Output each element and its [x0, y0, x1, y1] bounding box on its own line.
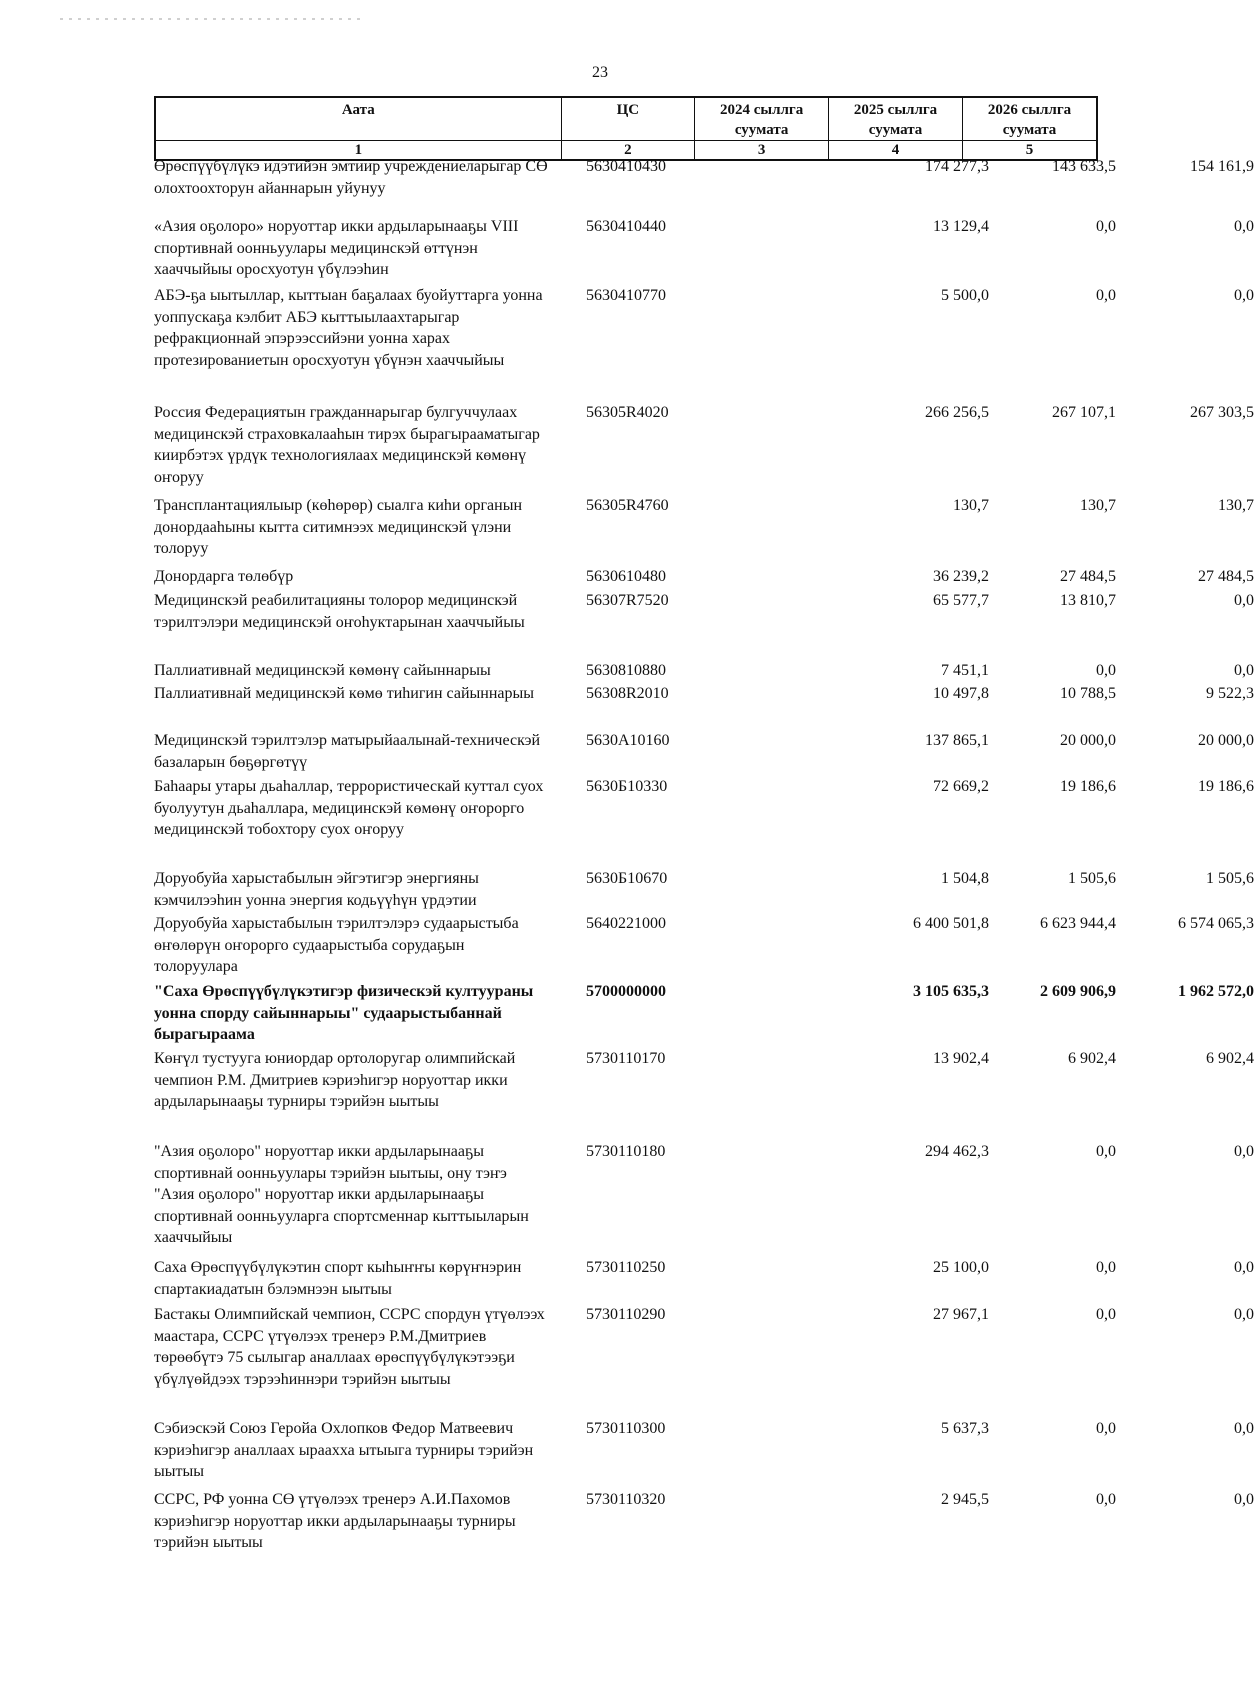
row-name: Трансплантациялыыр (көһөрөр) сыалга киһи органын донордааһыны кытта ситимнээх медицинскэй үлэни толоруу	[154, 497, 523, 557]
row-name: Бастакы Олимпийскай чемпион, ССРС спордун үтүөлээх маастара, ССРС үтүөлээх тренерэ Р.М.Дмитриев төрөөбүтэ 75 сылыгар аналлаах өрөспүүбүлүкэтээҕи үбүлүөйдээх тэрээһиннэри тэрийэн ыытыы	[154, 1306, 545, 1388]
row-2025: 143 633,5	[1052, 158, 1116, 175]
row-2025: 6 623 944,4	[1040, 915, 1116, 932]
row-2026: 0,0	[1234, 1420, 1254, 1437]
table-row	[154, 730, 1254, 776]
row-cs: 5730110300	[586, 1420, 666, 1437]
row-2024: 5 637,3	[941, 1420, 989, 1437]
header-cs: ЦС	[561, 97, 695, 141]
table-row	[154, 285, 1254, 402]
table-row	[154, 1141, 1254, 1257]
header-num-5: 5	[963, 141, 1097, 161]
row-cs: 5630410770	[586, 287, 666, 304]
row-cs: 5730110180	[586, 1143, 666, 1160]
row-cs: 5630410430	[586, 158, 666, 175]
row-2026: 9 522,3	[1206, 685, 1254, 702]
row-2025: 0,0	[1096, 287, 1116, 304]
row-cs: 5630410440	[586, 218, 666, 235]
row-2024: 25 100,0	[933, 1259, 989, 1276]
table-row	[154, 913, 1254, 981]
row-2024: 3 105 635,3	[913, 983, 989, 1000]
scan-artifact	[60, 18, 360, 20]
row-2025: 20 000,0	[1060, 732, 1116, 749]
row-name: Медицинскэй тэрилтэлэр матырыйаалынай-техническэй базаларын бөҕөргөтүү	[154, 732, 541, 771]
header-num-3: 3	[695, 141, 829, 161]
table-row	[154, 683, 1254, 730]
row-2026: 130,7	[1218, 497, 1254, 514]
row-2024: 174 277,3	[925, 158, 989, 175]
row-2024: 1 504,8	[941, 870, 989, 887]
table-row	[154, 1257, 1254, 1304]
row-2026: 0,0	[1234, 1143, 1254, 1160]
row-name: «Азия оҕолоро» норуоттар икки ардыларынааҕы VIII спортивнай оонньуулары медицинскэй өттүнэн хааччыйыы оросхуотун үбүлээһин	[154, 218, 519, 278]
header-name: Аата	[155, 97, 561, 141]
row-2026: 6 902,4	[1206, 1050, 1254, 1067]
table-row	[154, 216, 1254, 285]
row-cs: 56305R4020	[586, 404, 669, 421]
row-name: Россия Федерациятын гражданнарыгар булгуччулаах медицинскэй страховкалааһын тирэх бырагырааматыгар киирбэтэх үрдүк технологиялаах медицинскэй көмөнү оҥоруу	[154, 404, 540, 486]
row-name: Паллиативнай медицинскэй көмөнү сайыннарыы	[154, 662, 491, 679]
row-2024: 13 129,4	[933, 218, 989, 235]
row-2026: 0,0	[1234, 218, 1254, 235]
row-2026: 6 574 065,3	[1178, 915, 1254, 932]
row-cs: 5730110320	[586, 1491, 666, 1508]
row-2026: 1 505,6	[1206, 870, 1254, 887]
row-2026: 19 186,6	[1198, 778, 1254, 795]
row-name: Баһаары утары дьаһаллар, террористическай куттал суох буолуутун дьаһаллара, медицинскэй көмөнү оҥорорго медицинскэй тобохтору суох оҥоруу	[154, 778, 544, 838]
row-2025: 0,0	[1096, 1420, 1116, 1437]
row-name: Паллиативнай медицинскэй көмө тиһигин сайыннарыы	[154, 685, 534, 702]
row-name: Доруобуйа харыстабылын эйгэтигэр энергияны кэмчилээһин уонна энергия кодьүүһүн үрдэтии	[154, 870, 479, 909]
row-cs: 5630810880	[586, 662, 666, 679]
row-2026: 27 484,5	[1198, 568, 1254, 585]
row-name: Доруобуйа харыстабылын тэрилтэлэрэ судаарыстыба өҥөлөрүн оҥорорго судаарыстыба сорудаҕын толоруулара	[154, 915, 519, 975]
table-row	[154, 868, 1254, 913]
table-row	[154, 590, 1254, 660]
row-2026: 1 962 572,0	[1178, 983, 1254, 1000]
row-2025: 13 810,7	[1060, 592, 1116, 609]
table-body	[154, 156, 1254, 1559]
row-2024: 2 945,5	[941, 1491, 989, 1508]
table-row	[154, 1418, 1254, 1489]
row-2025: 19 186,6	[1060, 778, 1116, 795]
header-num-1: 1	[155, 141, 561, 161]
row-2024: 65 577,7	[933, 592, 989, 609]
row-2025: 6 902,4	[1068, 1050, 1116, 1067]
row-2025: 10 788,5	[1060, 685, 1116, 702]
row-cs: 5630Б10670	[586, 870, 668, 887]
row-cs: 5640221000	[586, 915, 666, 932]
row-2026: 0,0	[1234, 662, 1254, 679]
header-num-2: 2	[561, 141, 695, 161]
row-2026: 0,0	[1234, 287, 1254, 304]
table-row	[154, 156, 1254, 216]
row-2024: 266 256,5	[925, 404, 989, 421]
row-2025: 2 609 906,9	[1040, 983, 1116, 1000]
row-cs: 5730110290	[586, 1306, 666, 1323]
table-row	[154, 1304, 1254, 1418]
row-2026: 0,0	[1234, 1491, 1254, 1508]
row-2026: 154 161,9	[1190, 158, 1254, 175]
row-cs: 5730110170	[586, 1050, 666, 1067]
header-num-4: 4	[829, 141, 963, 161]
row-2025: 27 484,5	[1060, 568, 1116, 585]
row-2025: 267 107,1	[1052, 404, 1116, 421]
row-2025: 0,0	[1096, 662, 1116, 679]
row-cs: 5630А10160	[586, 732, 670, 749]
table-row	[154, 1048, 1254, 1141]
row-name: ССРС, РФ уонна СӨ үтүөлээх тренерэ А.И.Пахомов кэриэһигэр норуоттар икки ардыларынааҕы турниры тэрийэн ыытыы	[154, 1491, 516, 1551]
row-name: Медицинскэй реабилитацияны толорор медицинскэй тэрилтэлэри медицинскэй оҥоһуктарынан хааччыйыы	[154, 592, 525, 631]
row-2025: 0,0	[1096, 1143, 1116, 1160]
row-2026: 0,0	[1234, 592, 1254, 609]
row-name: Көҥүл тустууга юниордар ортолоругар олимпийскай чемпион Р.М. Дмитриев кэриэһигэр норуоттар икки ардыларынааҕы турниры тэрийэн ыытыы	[154, 1050, 516, 1110]
row-2026: 20 000,0	[1198, 732, 1254, 749]
row-cs: 56307R7520	[586, 592, 669, 609]
row-cs: 56308R2010	[586, 685, 669, 702]
row-2024: 10 497,8	[933, 685, 989, 702]
row-cs: 5730110250	[586, 1259, 666, 1276]
row-name: Донордарга төлөбүр	[154, 568, 294, 585]
table-row	[154, 776, 1254, 868]
row-cs: 56305R4760	[586, 497, 669, 514]
row-2025: 0,0	[1096, 1491, 1116, 1508]
row-name: Өрөспүүбүлүкэ идэтийэн эмтиир учреждениеларыгар СӨ олохтоохторун айаннарын уйунуу	[154, 158, 548, 197]
table-row	[154, 495, 1254, 566]
row-2024: 7 451,1	[941, 662, 989, 679]
row-name: Сэбиэскэй Союз Геройа Охлопков Федор Матвеевич кэриэһигэр аналлаах ыраахха ытыыга турниры тэрийэн ыытыы	[154, 1420, 534, 1480]
row-name: Саха Өрөспүүбүлүкэтин спорт кыһыҥҥы көрүҥнэрин спартакиадатын бэлэмнээн ыытыы	[154, 1259, 522, 1298]
table-row	[154, 402, 1254, 495]
row-2024: 27 967,1	[933, 1306, 989, 1323]
row-2024: 36 239,2	[933, 568, 989, 585]
row-2026: 0,0	[1234, 1259, 1254, 1276]
row-name: "Саха Өрөспүүбүлүкэтигэр физическэй култуураны уонна спорду сайыннарыы" судаарыстыбаннай бырагыраама	[154, 983, 534, 1043]
row-cs: 5700000000	[586, 983, 666, 1000]
header-2024: 2024 сыллга суумата	[695, 97, 829, 141]
row-2024: 6 400 501,8	[913, 915, 989, 932]
header-2026: 2026 сыллга суумата	[963, 97, 1097, 141]
row-2024: 130,7	[953, 497, 989, 514]
row-2024: 72 669,2	[933, 778, 989, 795]
table-row	[154, 660, 1254, 683]
table-row	[154, 566, 1254, 590]
row-2024: 137 865,1	[925, 732, 989, 749]
row-2025: 0,0	[1096, 1306, 1116, 1323]
table-row	[154, 1489, 1254, 1559]
row-2024: 13 902,4	[933, 1050, 989, 1067]
header-2025: 2025 сыллга суумата	[829, 97, 963, 141]
row-cs: 5630610480	[586, 568, 666, 585]
row-2024: 294 462,3	[925, 1143, 989, 1160]
table-header	[154, 96, 1098, 161]
table-row-program	[154, 981, 1254, 1048]
row-name: АБЭ-ҕа ыытыллар, кыттыан баҕалаах буойуттарга уонна уоппускаҕа кэлбит АБЭ кыттыылаахтарыгар рефракционнай эпэрээссийэни уонна харах протезированиетын оросхуотун үбүнэн хааччыйыы	[154, 287, 543, 369]
row-2025: 130,7	[1080, 497, 1116, 514]
row-name: "Азия оҕолоро" норуоттар икки ардыларынааҕы спортивнай оонньуулары тэрийэн ыытыы, ону тэҥэ "Азия оҕолоро" норуоттар икки ардыларынааҕы спортивнай оонньууларга спортсменнар кыттыыларын хааччыйыы	[154, 1143, 529, 1246]
row-2025: 0,0	[1096, 218, 1116, 235]
row-2024: 5 500,0	[941, 287, 989, 304]
row-2026: 267 303,5	[1190, 404, 1254, 421]
row-2026: 0,0	[1234, 1306, 1254, 1323]
page-number: 23	[592, 64, 608, 81]
row-2025: 1 505,6	[1068, 870, 1116, 887]
row-cs: 5630Б10330	[586, 778, 668, 795]
row-2025: 0,0	[1096, 1259, 1116, 1276]
